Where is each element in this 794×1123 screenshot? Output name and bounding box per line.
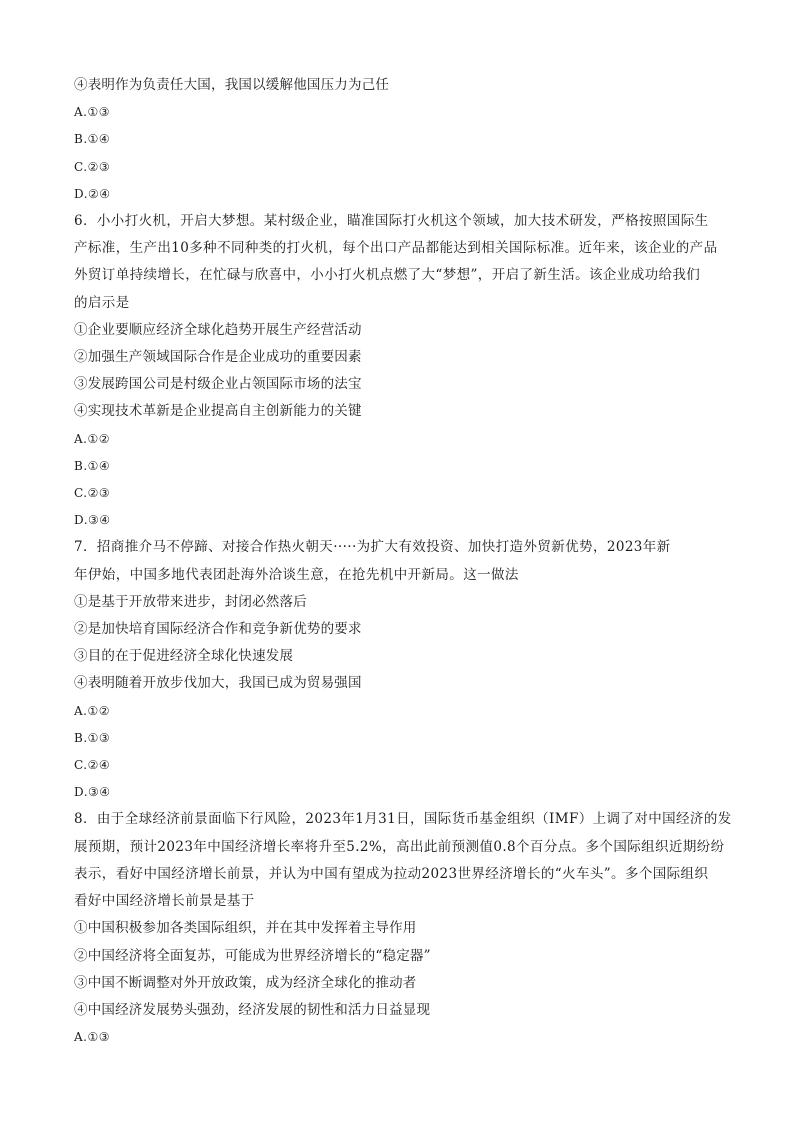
q6-option-d[interactable]: D.③④ <box>74 513 111 528</box>
q5-option-d[interactable]: D.②④ <box>74 186 111 201</box>
q8-stem-line: 8．由于全球经济前景面临下行风险，2023年1月31日，国际货币基金组织（IMF）上调了对中国经济的发 <box>74 811 732 828</box>
q6-statement-4: ④实现技术革新是企业提高自主创新能力的关键 <box>74 403 362 420</box>
question-6 <box>74 208 734 534</box>
q8-stem-line: 表示，看好中国经济增长前景，并认为中国有望成为拉动2023世界经济增长的“火车头”。多个国际组织 <box>74 865 709 882</box>
q7-stem-line: 年伊始，中国多地代表团赴海外洽谈生意，在抢先机中开新局。这一做法 <box>74 566 519 583</box>
q6-option-b[interactable]: B.①④ <box>74 458 111 473</box>
q7-stem-line: 7．招商推介马不停蹄、对接合作热火朝天·····为扩大有效投资、加快打造外贸新优势，2023年新 <box>74 539 671 556</box>
question-8 <box>74 806 734 1051</box>
q8-option-a[interactable]: A.①③ <box>74 1030 110 1045</box>
q6-stem-line: 的启示是 <box>74 294 130 311</box>
q8-statement-1: ①中国积极参加各类国际组织，并在其中发挥着主导作用 <box>74 920 417 937</box>
q6-statement-2: ②加强生产领域国际合作是企业成功的重要因素 <box>74 349 362 366</box>
q7-statement-4: ④表明随着开放步伐加大，我国已成为贸易强国 <box>74 675 362 692</box>
q8-statement-3: ③中国不断调整对外开放政策，成为经济全球化的推动者 <box>74 974 417 991</box>
q6-stem-line: 6．小小打火机，开启大梦想。某村级企业，瞄准国际打火机这个领域，加大技术研发，严格按照国际生 <box>74 213 709 230</box>
q8-statement-4: ④中国经济发展势头强劲，经济发展的韧性和活力日益显现 <box>74 1001 431 1018</box>
q8-statement-2: ②中国经济将全面复苏，可能成为世界经济增长的“稳定器” <box>74 947 431 964</box>
question-7 <box>74 534 734 806</box>
q6-stem-line: 外贸订单持续增长，在忙碌与欣喜中，小小打火机点燃了大“梦想”，开启了新生活。该企业成功给我们 <box>74 267 701 284</box>
q7-option-c[interactable]: C.②④ <box>74 758 111 773</box>
exam-page <box>74 72 734 1051</box>
q7-option-a[interactable]: A.①② <box>74 703 110 718</box>
q7-statement-1: ①是基于开放带来进步，封闭必然落后 <box>74 593 307 610</box>
q5-statement-4: ④表明作为负责任大国，我国以缓解他国压力为己任 <box>74 77 390 93</box>
q5-option-a[interactable]: A.①③ <box>74 105 110 120</box>
q6-option-c[interactable]: C.②③ <box>74 486 111 501</box>
question-5-tail <box>74 72 734 208</box>
q8-stem-line: 看好中国经济增长前景是基于 <box>74 893 255 910</box>
q8-stem-line: 展预期，预计2023年中国经济增长率将升至5.2%，高出此前预测值0.8个百分点。多个国际组织近期纷纷 <box>74 838 725 855</box>
q7-option-d[interactable]: D.③④ <box>74 785 111 800</box>
q5-option-b[interactable]: B.①④ <box>74 132 111 147</box>
q6-statement-1: ①企业要顺应经济全球化趋势开展生产经营活动 <box>74 321 362 338</box>
q7-statement-3: ③目的在于促进经济全球化快速发展 <box>74 648 294 665</box>
q7-statement-2: ②是加快培育国际经济合作和竞争新优势的要求 <box>74 621 362 638</box>
q6-option-a[interactable]: A.①② <box>74 431 110 446</box>
q6-stem-line: 产标准，生产出10多种不同种类的打火机，每个出口产品都能达到相关国际标准。近年来，该企业的产品 <box>74 240 718 257</box>
q7-option-b[interactable]: B.①③ <box>74 730 111 745</box>
q5-option-c[interactable]: C.②③ <box>74 159 111 174</box>
q6-statement-3: ③发展跨国公司是村级企业占领国际市场的法宝 <box>74 376 362 393</box>
